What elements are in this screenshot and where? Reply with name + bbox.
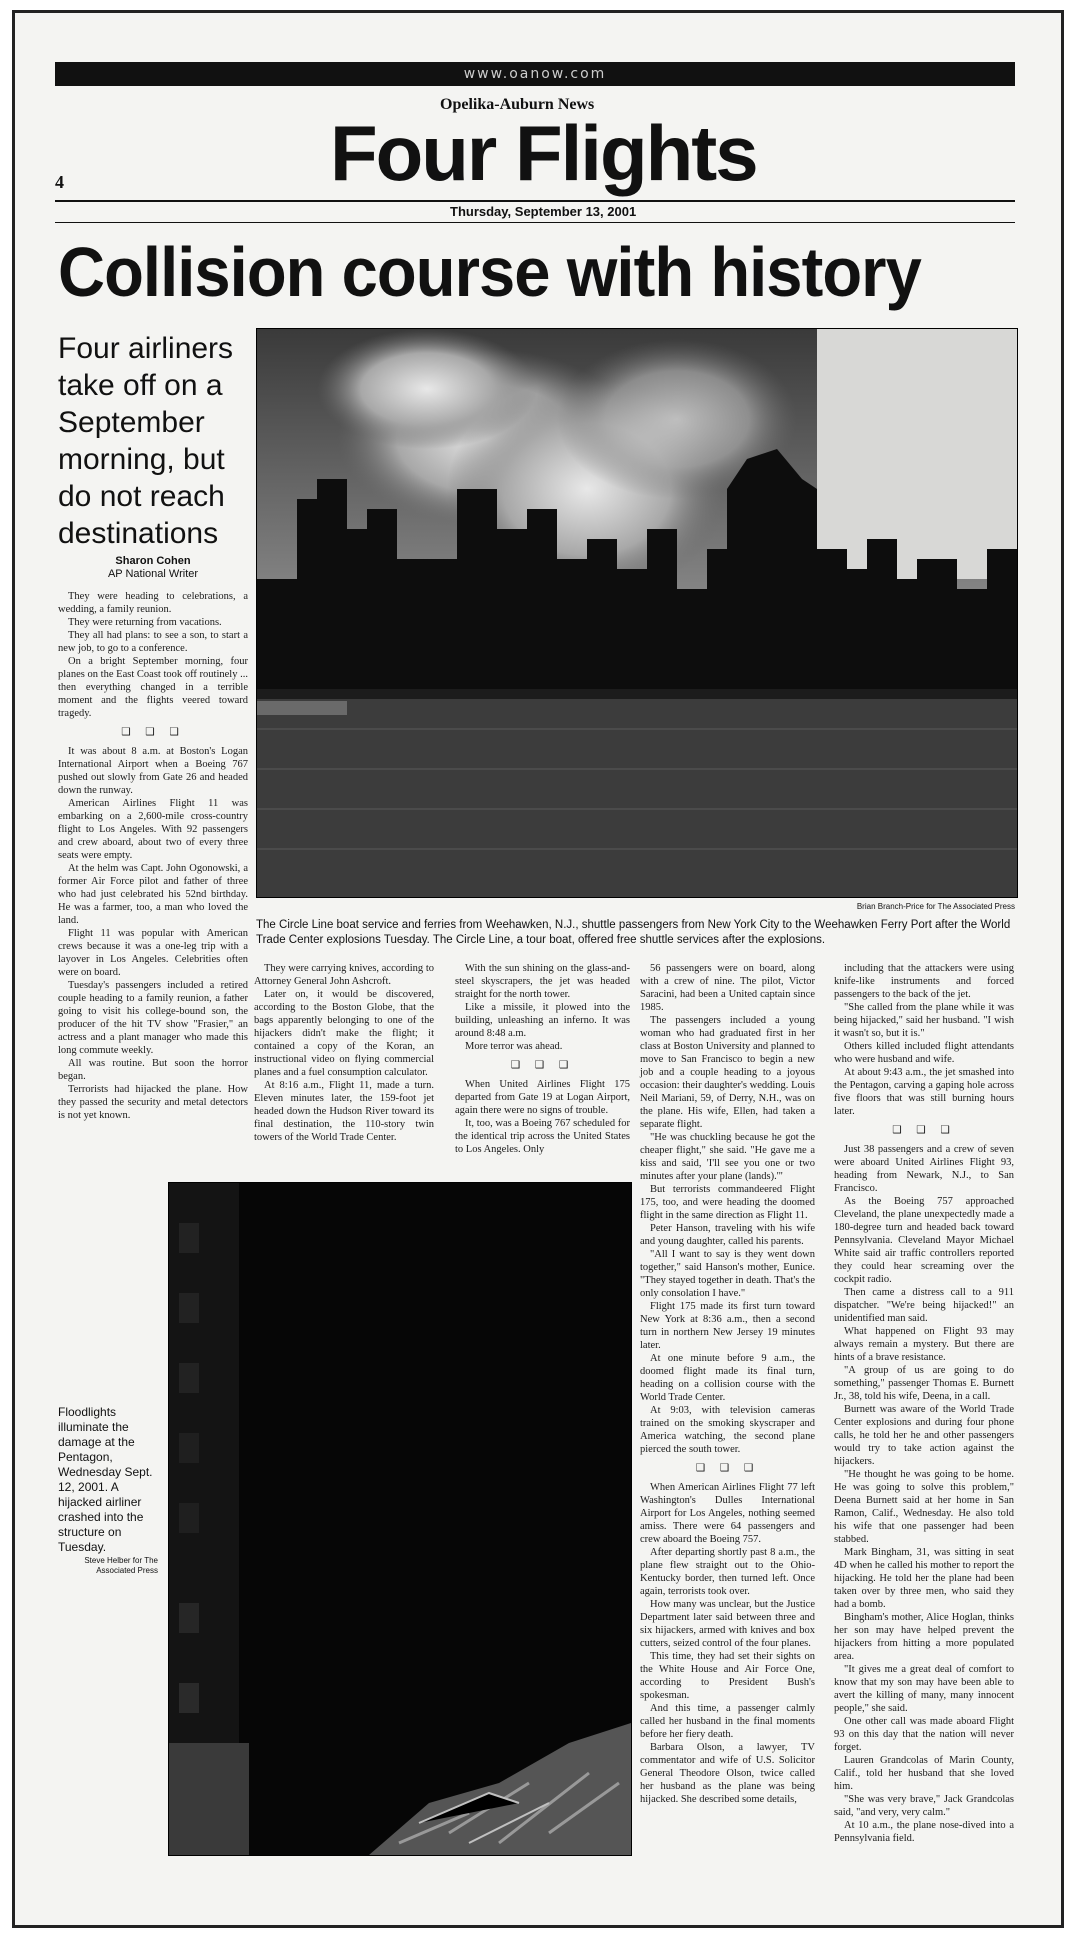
byline-name: Sharon Cohen <box>115 555 191 567</box>
paragraph: At 8:16 a.m., Flight 11, made a turn. Eleven minutes later, the 159-foot jet headed down the Hudson River toward its final destination, the 110-story twin towers of the World Trade Center. <box>254 1080 434 1143</box>
paragraph: Peter Hanson, traveling with his wife and young daughter, called his parents. <box>640 1223 815 1247</box>
column-3 <box>455 962 630 1156</box>
photo1-caption: The Circle Line boat service and ferries from Weehawken, N.J., shuttle passengers from New York City to the Weehawken Ferry Port after the World Trade Center explosions Tuesday. The Circle Line, a tour boat, offered free shuttle services after the explosions. <box>256 919 1011 946</box>
paragraph: They were carrying knives, according to Attorney General John Ashcroft. <box>254 963 434 987</box>
paragraph: This time, they had set their sights on the White House and Air Force One, according to President Bush's spokesman. <box>640 1651 815 1701</box>
paragraph: All was routine. But soon the horror began. <box>58 1058 248 1082</box>
paragraph: Later on, it would be discovered, according to the Boston Globe, that the bags apparently belonging to one of the hijackers didn't make the flight; it contained a copy of the Koran, an instructional video on flying commercial planes and a fuel consumption calculator. <box>254 989 434 1078</box>
paragraph: They all had plans: to see a son, to start a new job, to go to a conference. <box>58 630 248 654</box>
paragraph: At the helm was Capt. John Ogonowski, a former Air Force pilot and father of three who had just celebrated his 52nd birthday. He was a farmer, too, a man who loved the land. <box>58 863 248 926</box>
paragraph: Like a missile, it plowed into the building, unleashing an inferno. It was around 8:48 a.m. <box>455 1002 630 1039</box>
paragraph: And this time, a passenger calmly called her husband in the final moments before her fiery death. <box>640 1703 815 1740</box>
photo1-credit: Brian Branch-Price for The Associated Press <box>856 902 1015 911</box>
paragraph: "He was chuckling because he got the cheaper flight," she said. "He gave me a kiss and said, 'I'll see you one or two minutes after your plane (lands).'" <box>640 1132 815 1182</box>
paragraph: When United Airlines Flight 175 departed from Gate 19 at Logan Airport, again there were no signs of trouble. <box>455 1079 630 1116</box>
paragraph: Flight 175 made its first turn toward New York at 8:36 a.m., then a second turn in northern New Jersey 19 minutes later. <box>640 1301 815 1351</box>
paragraph: "He thought he was going to be home. He was going to solve this problem," Deena Burnett said at her home in San Ramon, Calif., Wednesday. He also told his wife that one passenger had been stabbed. <box>834 1469 1014 1545</box>
paragraph: American Airlines Flight 11 was embarking on a 2,600-mile cross-country flight to Los Angeles. With 92 passengers and crew aboard, about two of every three seats were empty. <box>58 798 248 861</box>
paragraph: They were heading to celebrations, a wedding, a family reunion. <box>58 591 248 615</box>
paragraph: "It gives me a great deal of comfort to know that my son may have been able to avert the killing of many, many innocent people," she said. <box>834 1664 1014 1714</box>
paragraph: Then came a distress call to a 911 dispatcher. "We're being hijacked!" an unidentified man said. <box>834 1287 1014 1324</box>
paragraph: At 10 a.m., the plane nose-dived into a Pennsylvania field. <box>834 1820 1014 1844</box>
section-title: Four Flights <box>330 109 757 197</box>
paragraph: When American Airlines Flight 77 left Washington's Dulles International Airport for Los Angeles, nothing seemed amiss. There were 64 passengers and crew aboard the Boeing 757. <box>640 1482 815 1545</box>
issue-date: Thursday, September 13, 2001 <box>450 204 637 219</box>
column-2 <box>254 962 434 1144</box>
page-number: 4 <box>55 172 64 192</box>
section-break: ❑ ❑ ❑ <box>121 727 185 738</box>
paragraph: At about 9:43 a.m., the jet smashed into the Pentagon, carving a gaping hole across five floors that was still burning hours later. <box>834 1067 1014 1117</box>
column-5 <box>834 962 1014 1845</box>
paragraph: They were returning from vacations. <box>68 617 222 628</box>
column-1 <box>58 590 248 1122</box>
paragraph: Lauren Grandcolas of Marin County, Calif., told her husband that she loved him. <box>834 1755 1014 1792</box>
section-break: ❑ ❑ ❑ <box>695 1463 760 1474</box>
column-4 <box>640 962 815 1806</box>
photo2-caption: Floodlights illuminate the damage at the Pentagon, Wednesday Sept. 12, 2001. A hijacked airliner crashed into the structure on Tuesday. <box>58 1405 153 1554</box>
headline: Collision course with history <box>58 233 921 311</box>
paper-name: Opelika-Auburn News <box>440 96 595 113</box>
paragraph: After departing shortly past 8 a.m., the plane flew straight out to the Ohio-Kentucky border, then turned left. Once again, terrorists took over. <box>640 1547 815 1597</box>
paragraph: "She called from the plane while it was being hijacked," said her husband. "I wish it wasn't so, but it is." <box>834 1002 1014 1039</box>
masthead-rule <box>55 200 1015 202</box>
photo-pentagon <box>168 1182 632 1856</box>
photo-manhattan-skyline <box>256 328 1018 898</box>
paragraph: Mark Bingham, 31, was sitting in seat 4D when he called his mother to report the hijacking. He told her the plane had been taken over by three men, who said they had a bomb. <box>834 1547 1014 1610</box>
deck: Four airliners take off on a September morning, but do not reach destinations <box>58 332 234 550</box>
paragraph: Just 38 passengers and a crew of seven were aboard United Airlines Flight 93, heading from Newark, N.J., to San Francisco. <box>834 1144 1014 1194</box>
paragraph: Tuesday's passengers included a retired couple heading to a family reunion, a father going to visit his college-bound son, the producer of the hit TV show "Frasier," an actress and a plant manager who made this long commute weekly. <box>58 980 248 1056</box>
paragraph: More terror was ahead. <box>465 1041 563 1052</box>
photo2-credit: Steve Helber for The Associated Press <box>84 1556 158 1575</box>
paragraph: "All I want to say is they went down together," said Hanson's mother, Eunice. "They stayed together in death. That's the only consolation I have." <box>640 1249 815 1299</box>
skyline-image <box>257 329 1017 897</box>
paragraph: Terrorists had hijacked the plane. How they passed the security and metal detectors is not yet known. <box>58 1084 248 1121</box>
pentagon-image <box>169 1183 631 1855</box>
paragraph: "She was very brave," Jack Grandcolas said, "and very, very calm." <box>834 1794 1014 1818</box>
paragraph: As the Boeing 757 approached Cleveland, the plane unexpectedly made a 180-degree turn and headed back toward Pennsylvania. Cleveland Mayor Michael White said air traffic controllers reported they could hear screaming over the cockpit radio. <box>834 1196 1014 1285</box>
paragraph: One other call was made aboard Flight 93 on this day that the nation will never forget. <box>834 1716 1014 1753</box>
paragraph: On a bright September morning, four planes on the East Coast took off routinely ... then everything changed in a terrible moment and the flights veered toward tragedy. <box>58 656 248 719</box>
paragraph: Bingham's mother, Alice Hoglan, thinks her son may have helped prevent the hijackers from hitting a more populated area. <box>834 1612 1014 1662</box>
paragraph: Barbara Olson, a lawyer, TV commentator and wife of U.S. Solicitor General Theodore Olson, twice called her husband as the plane was being hijacked. She described some details, <box>640 1742 815 1805</box>
url-bar: www.oanow.com <box>55 62 1015 86</box>
paragraph: Burnett was aware of the World Trade Center explosions and during four phone calls, he told her he and other passengers would try to take action against the hijackers. <box>834 1404 1014 1467</box>
byline-title: AP National Writer <box>107 568 199 580</box>
section-break: ❑ ❑ ❑ <box>510 1060 575 1071</box>
paragraph: But terrorists commandeered Flight 175, too, and were heading the doomed flight in the same direction as Flight 11. <box>640 1184 815 1221</box>
paragraph: At one minute before 9 a.m., the doomed flight made its final turn, heading on a collision course with the World Trade Center. <box>640 1353 815 1403</box>
paragraph: The passengers included a young woman who had graduated first in her class at Boston University and planned to move to San Francisco to begin a new job and a couple heading to a joyous occasion: their daughter's wedding. Louis Neil Mariani, 59, of Derry, N.H., was on the plane. His wife, Ellen, had taken a separate flight. <box>640 1015 815 1130</box>
paragraph: Others killed included flight attendants who were husband and wife. <box>834 1041 1014 1065</box>
date-rule <box>55 222 1015 223</box>
paragraph: How many was unclear, but the Justice Department later said between three and six hijackers, armed with knives and box cutters, seized control of the four planes. <box>640 1599 815 1649</box>
paragraph: What happened on Flight 93 may always remain a mystery. But there are hints of a brave resistance. <box>834 1326 1014 1363</box>
paragraph: "A group of us are going to do something," passenger Thomas E. Burnett Jr., 38, told his wife, Deena, in a call. <box>834 1365 1014 1402</box>
paragraph: At 9:03, with television cameras trained on the smoking skyscraper and America watching, the second plane pierced the south tower. <box>640 1405 815 1455</box>
paragraph: Flight 11 was popular with American crews because it was a one-leg trip with a layover in Los Angeles. Celebrities often were on board. <box>58 928 248 978</box>
section-break: ❑ ❑ ❑ <box>892 1125 956 1136</box>
paragraph: 56 passengers were on board, along with a crew of nine. The pilot, Victor Saracini, had been a United captain since 1985. <box>640 963 815 1013</box>
byline <box>58 555 248 581</box>
paragraph: It, too, was a Boeing 767 scheduled for the identical trip across the United States to Los Angeles. Only <box>455 1118 630 1155</box>
paragraph: including that the attackers were using knife-like instruments and forced passengers to the back of the jet. <box>834 963 1014 1000</box>
paragraph: It was about 8 a.m. at Boston's Logan International Airport when a Boeing 767 pushed out slowly from Gate 26 and headed down the runway. <box>58 746 248 796</box>
paragraph: With the sun shining on the glass-and-steel skyscrapers, the jet was headed straight for the north tower. <box>455 963 630 1000</box>
